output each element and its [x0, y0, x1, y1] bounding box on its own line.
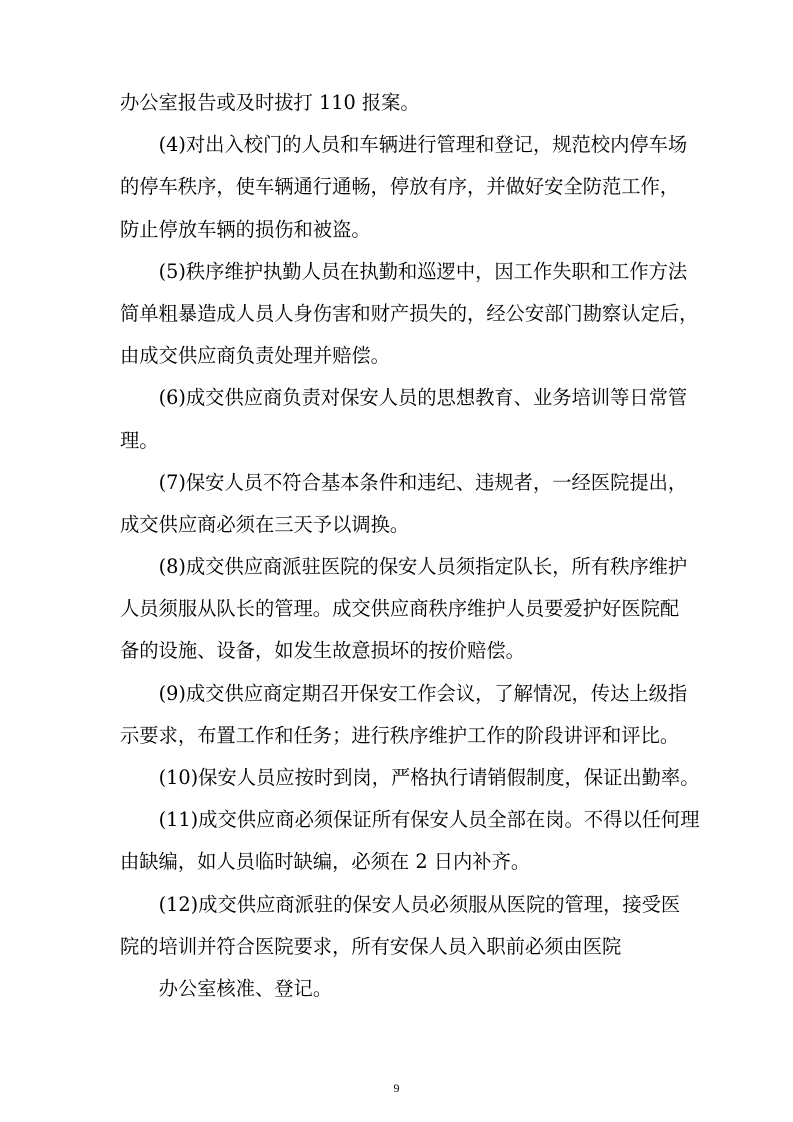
- text-line: 成交供应商必须在三天予以调换。: [120, 512, 410, 536]
- text-line: 理。: [120, 428, 159, 452]
- text-line: 人员须服从队长的管理。成交供应商秩序维护人员要爱护好医院配: [120, 597, 680, 621]
- text-line: 简单粗暴造成人员人身伤害和财产损失的，经公安部门勘察认定后，: [120, 301, 699, 325]
- paragraph-7-start: (7)保安人员不符合基本条件和违纪、违规者，一经医院提出，: [158, 470, 688, 494]
- paragraph-6-start: (6)成交供应商负责对保安人员的思想教育、业务培训等日常管: [158, 386, 688, 410]
- text-line: 示要求，布置工作和任务；进行秩序维护工作的阶段讲评和评比。: [120, 723, 680, 747]
- paragraph-12-start: (12)成交供应商派驻的保安人员必须服从医院的管理，接受医: [158, 892, 681, 916]
- paragraph-4-start: (4)对出入校门的人员和车辆进行管理和登记，规范校内停车场: [158, 133, 688, 157]
- paragraph-8-start: (8)成交供应商派驻医院的保安人员须指定队长，所有秩序维护: [158, 555, 688, 579]
- paragraph-11-start: (11)成交供应商必须保证所有保安人员全部在岗。不得以任何理: [158, 808, 700, 832]
- text-line: 备的设施、设备，如发生故意损坏的按价赔偿。: [120, 639, 525, 663]
- text-line: 防止停放车辆的损伤和被盗。: [120, 217, 371, 241]
- text-line: 的停车秩序，使车辆通行通畅，停放有序，并做好安全防范工作，: [120, 175, 680, 199]
- paragraph-5-start: (5)秩序维护执勤人员在执勤和巡逻中，因工作失职和工作方法: [158, 259, 688, 283]
- page-number: 9: [393, 1081, 400, 1095]
- text-line: 办公室报告或及时拔打 110 报案。: [120, 91, 420, 114]
- text-line: 院的培训并符合医院要求，所有安保人员入职前必须由医院: [120, 934, 622, 958]
- text-line: 由缺编，如人员临时缺编，必须在 2 日内补齐。: [120, 850, 531, 874]
- paragraph-10: (10)保安人员应按时到岗，严格执行请销假制度，保证出勤率。: [158, 766, 700, 789]
- text-line: 办公室核准、登记。: [158, 976, 333, 1000]
- document-body: [120, 82, 700, 1010]
- text-line: 由成交供应商负责处理并赔偿。: [120, 344, 390, 368]
- paragraph-9-start: (9)成交供应商定期召开保安工作会议，了解情况，传达上级指: [158, 681, 688, 705]
